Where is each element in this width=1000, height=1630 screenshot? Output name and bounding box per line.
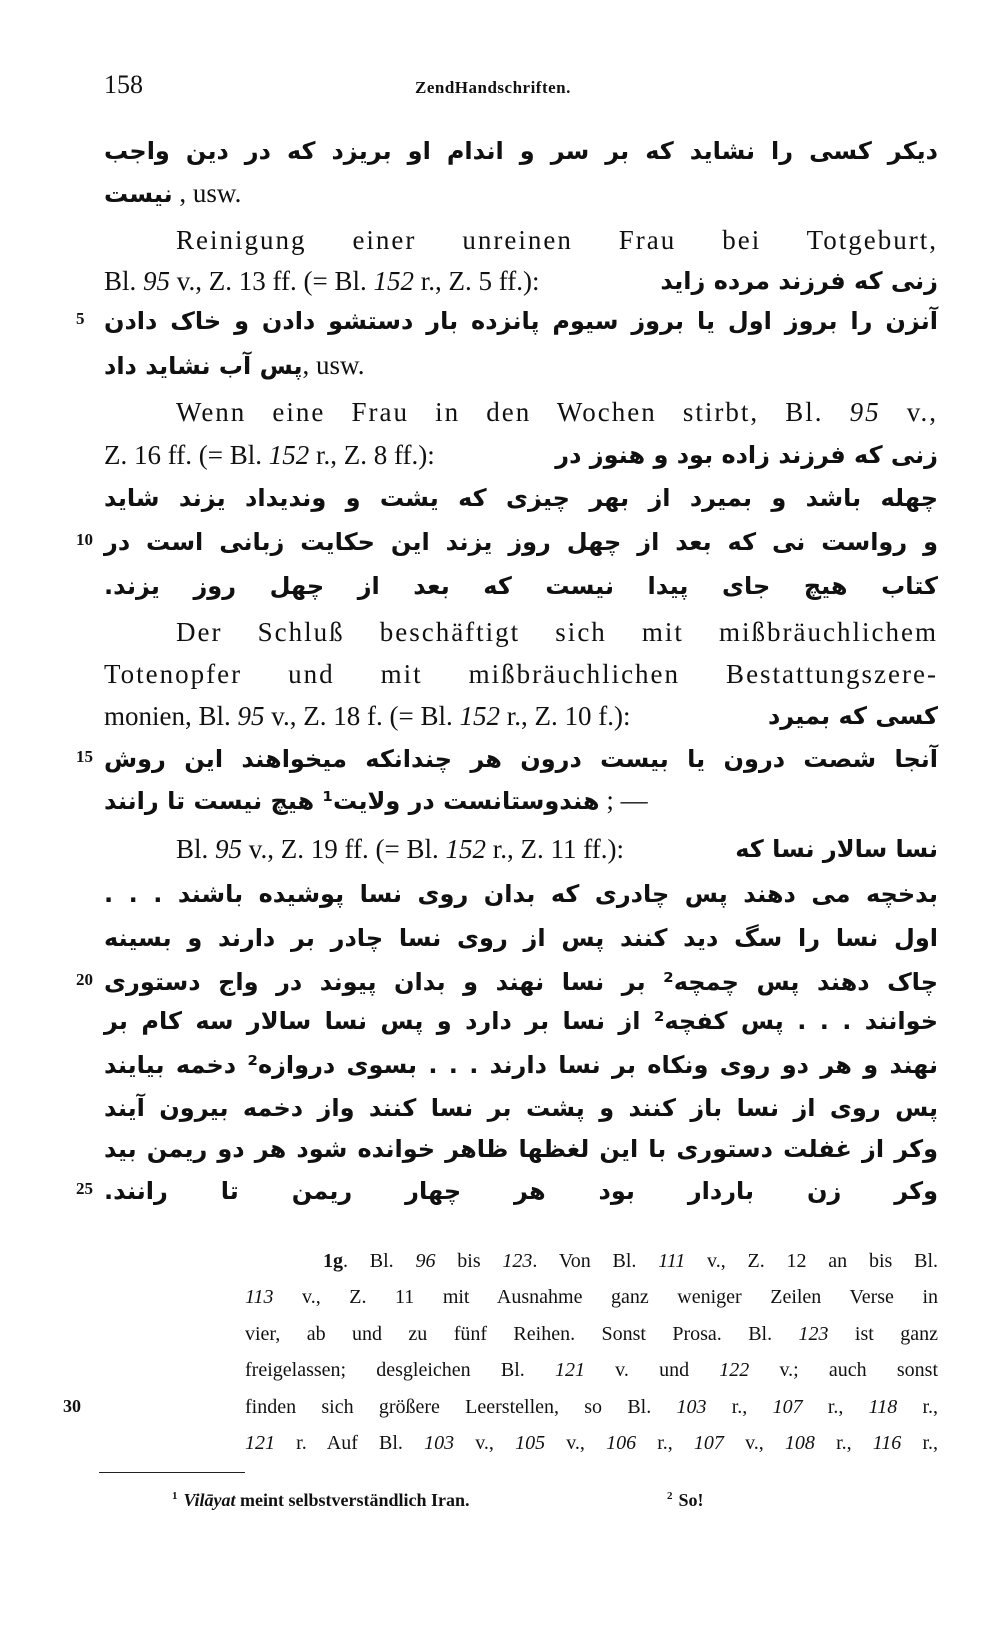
- text-segment: Bl.: [176, 833, 216, 864]
- latin-text: [104, 350, 365, 381]
- page-number: 158: [104, 70, 143, 99]
- text-segment: v., Z. 13 ff. (= Bl.: [170, 265, 374, 296]
- latin-text: [104, 178, 241, 209]
- text-segment: 116: [872, 1431, 902, 1454]
- text-segment: 96: [415, 1249, 436, 1272]
- text-segment: bis: [435, 1249, 503, 1272]
- text-line: [104, 172, 938, 214]
- latin-text: [104, 834, 624, 865]
- text-segment: 95: [143, 265, 171, 296]
- section-line: [245, 1428, 938, 1458]
- text-line: [104, 1044, 938, 1086]
- text-segment: r. Auf Bl.: [275, 1431, 425, 1454]
- text-segment: 123: [798, 1322, 829, 1345]
- text-line: [104, 260, 938, 302]
- text-segment: v.,: [454, 1431, 516, 1454]
- text-segment: 105: [515, 1431, 546, 1454]
- text-segment: ist ganz: [828, 1322, 938, 1345]
- text-line: [104, 521, 938, 563]
- text-segment: . Von Bl.: [532, 1249, 659, 1272]
- text-segment: finden sich größere Leerstellen, so Bl.: [245, 1395, 677, 1418]
- text-line: [104, 300, 938, 342]
- text-segment: 152: [459, 700, 500, 731]
- footnote-term: Vilāyat: [183, 1490, 236, 1510]
- text-segment: v., Z. 19 ff. (= Bl.: [242, 833, 446, 864]
- text-segment: 123: [502, 1249, 533, 1272]
- line-number: 25: [76, 1179, 93, 1198]
- text-line: [104, 961, 938, 1003]
- text-segment: 121: [245, 1431, 275, 1454]
- text-segment: v., Z. 11 mit Ausnahme ganz weniger Zeilen Verse in: [273, 1285, 938, 1308]
- running-title: ZendHandschriften.: [415, 78, 571, 97]
- line-number: 5: [76, 309, 85, 328]
- latin-text: [104, 225, 938, 256]
- text-line: [104, 1000, 938, 1042]
- latin-text: [104, 617, 938, 648]
- latin-text: [104, 397, 938, 428]
- text-segment: 152: [445, 833, 486, 864]
- persian-text: هندوستانست در ولایت¹ هیچ نیست تا رانند: [104, 786, 600, 815]
- text-segment: , usw.: [302, 349, 365, 380]
- footnote-mark: 1: [172, 1490, 178, 1502]
- footnote-text: So!: [678, 1490, 704, 1510]
- text-segment: 103: [676, 1395, 707, 1418]
- text-line: [104, 391, 938, 433]
- text-segment: r., Z. 11 ff.):: [485, 833, 624, 864]
- text-line: [104, 130, 938, 172]
- text-line: [104, 695, 938, 737]
- section-text: [245, 1432, 938, 1455]
- text-line: [104, 344, 938, 386]
- footnote-text: meint selbstverständlich Iran.: [235, 1490, 470, 1510]
- text-segment: 108: [784, 1431, 815, 1454]
- text-segment: freigelassen; desgleichen Bl.: [245, 1358, 555, 1381]
- persian-text: زنی که فرزند زاده بود و هنوز در: [555, 441, 938, 469]
- text-line: [104, 1128, 938, 1170]
- persian-text: دیکر کسی را نشاید که بر سر و اندام او بریزد که در دین واجب: [104, 137, 938, 165]
- text-segment: v.,: [723, 1431, 785, 1454]
- persian-text: نیست: [104, 179, 173, 208]
- text-segment: 111: [658, 1249, 686, 1272]
- section-text: [245, 1286, 938, 1309]
- text-line: [104, 477, 938, 519]
- text-segment: r.,: [636, 1431, 694, 1454]
- text-line: [104, 873, 938, 915]
- text-segment: r.,: [901, 1431, 939, 1454]
- persian-text: و رواست نی که بعد از چهل روز یزند این حکایت زبانی است در: [104, 528, 938, 556]
- section-line: [323, 1246, 938, 1276]
- section-line: [245, 1355, 938, 1385]
- persian-text: پس آب نشاید داد: [104, 351, 303, 380]
- text-line: [104, 653, 938, 695]
- text-segment: r., Z. 5 ff.):: [413, 265, 540, 296]
- text-segment: Z. 16 ff. (= Bl.: [104, 439, 269, 470]
- line-number: 15: [76, 747, 93, 766]
- section-text: [245, 1359, 938, 1382]
- persian-text: آنجا شصت درون یا بیست درون هر چندانکه میخواهند این روش: [104, 745, 938, 773]
- text-segment: r.,: [814, 1431, 873, 1454]
- persian-text: بدخچه می دهند پس چادری که بدان روی نسا پوشیده باشند . . .: [104, 880, 938, 908]
- text-segment: 103: [424, 1431, 455, 1454]
- latin-text: [104, 785, 648, 816]
- text-segment: , usw.: [172, 177, 242, 208]
- text-segment: 152: [268, 439, 310, 470]
- text-segment: Bl.: [104, 265, 144, 296]
- text-segment: Reinigung einer unreinen Frau bei Totgeburt,: [176, 224, 938, 255]
- text-segment: v.,: [545, 1431, 607, 1454]
- line-number: 10: [76, 530, 93, 549]
- persian-text: پس روی از نسا باز کنند و پشت بر نسا کنند واز دخمه بیرون آیند: [104, 1094, 938, 1122]
- persian-text: چهله باشد و بمیرد از بهر چیزی که یشت و وندیداد یزند شاید: [104, 484, 938, 512]
- line-number: 20: [76, 970, 93, 989]
- text-line: [104, 828, 938, 870]
- text-line: [104, 565, 938, 607]
- text-segment: v.,: [880, 396, 938, 427]
- text-segment: r.,: [706, 1395, 773, 1418]
- persian-text: وکر از غفلت دستوری با این لغظها ظاهر خوانده شود هر دو ریمن بید: [104, 1135, 938, 1163]
- text-segment: 107: [693, 1431, 724, 1454]
- footnote-rule: [99, 1472, 245, 1473]
- section-text: [323, 1250, 938, 1273]
- line-number: 30: [63, 1396, 81, 1416]
- section-line: [245, 1282, 938, 1312]
- text-segment: 121: [554, 1358, 585, 1381]
- text-line: [104, 738, 938, 780]
- persian-text: کسی که بمیرد: [767, 702, 938, 730]
- text-line: [104, 779, 938, 821]
- text-segment: v., Z. 12 an bis Bl.: [685, 1249, 938, 1272]
- footnote-1: [172, 1490, 470, 1511]
- text-segment: 122: [719, 1358, 750, 1381]
- text-segment: monien, Bl.: [104, 700, 238, 731]
- text-segment: . Bl.: [343, 1249, 416, 1272]
- persian-text: وکر زن باردار بود هر چهار ریمن تا رانند.: [104, 1177, 938, 1205]
- footnote-2: [667, 1490, 704, 1511]
- text-segment: v. und: [584, 1358, 720, 1381]
- persian-text: چاک دهند پس چمچه² بر نسا نهند و بدان پیوند در واج دستوری: [104, 968, 938, 996]
- text-line: [104, 219, 938, 261]
- text-line: [104, 917, 938, 959]
- text-segment: Wenn eine Frau in den Wochen stirbt, Bl.: [176, 396, 850, 427]
- persian-text: خوانند . . . پس کفچه² از نسا بر دارد و پس نسا سالار سه کام بر: [104, 1007, 939, 1035]
- text-segment: v., Z. 18 f. (= Bl.: [264, 700, 460, 731]
- text-segment: 95: [215, 833, 243, 864]
- section-line: [245, 1392, 938, 1422]
- text-segment: 113: [245, 1285, 274, 1308]
- text-segment: v.; auch sonst: [749, 1358, 938, 1381]
- text-segment: Der Schluß beschäftigt sich mit mißbräuchlichem: [176, 616, 938, 647]
- text-line: [104, 1087, 938, 1129]
- persian-text: نسا سالار نسا که: [735, 835, 938, 863]
- text-segment: 106: [606, 1431, 637, 1454]
- persian-text: زنی که فرزند مرده زاید: [660, 267, 938, 295]
- text-line: [104, 434, 938, 476]
- persian-text: آنزن را بروز اول یا بروز سیوم پانزده بار دستشو دادن و خاک دادن: [104, 307, 938, 335]
- text-segment: r., Z. 10 f.):: [499, 700, 631, 731]
- text-segment: r., Z. 8 ff.):: [309, 439, 435, 470]
- text-segment: r.,: [897, 1395, 939, 1418]
- section-text: [245, 1396, 938, 1419]
- latin-text: [104, 659, 938, 690]
- text-line: [104, 611, 938, 653]
- footnote-mark: 2: [667, 1490, 673, 1502]
- latin-text: [104, 440, 435, 471]
- text-segment: 152: [373, 265, 414, 296]
- text-segment: Totenopfer und mit mißbräuchlichen Bestattungszere-: [104, 658, 938, 689]
- text-segment: 1g: [323, 1249, 343, 1272]
- text-segment: vier, ab und zu fünf Reihen. Sonst Prosa. Bl.: [245, 1322, 799, 1345]
- latin-text: [104, 701, 630, 732]
- persian-text: کتاب هیچ جای پیدا نیست که بعد از چهل روز یزند.: [104, 572, 938, 600]
- persian-text: اول نسا را سگ دید کنند پس از روی نسا چادر بر دارند و بسینه: [104, 924, 938, 952]
- text-segment: 95: [849, 396, 881, 427]
- text-segment: 107: [772, 1395, 803, 1418]
- section-line: [245, 1319, 938, 1349]
- latin-text: [104, 266, 539, 297]
- text-line: [104, 1170, 938, 1212]
- persian-text: نهند و هر دو روی ونکاه بر نسا دارند . . . بسوی دروازه² دخمه بیایند: [104, 1051, 938, 1079]
- text-segment: ; —: [599, 784, 648, 815]
- text-segment: 95: [237, 700, 265, 731]
- text-segment: r.,: [802, 1395, 869, 1418]
- text-segment: 118: [868, 1395, 898, 1418]
- section-text: [245, 1323, 938, 1346]
